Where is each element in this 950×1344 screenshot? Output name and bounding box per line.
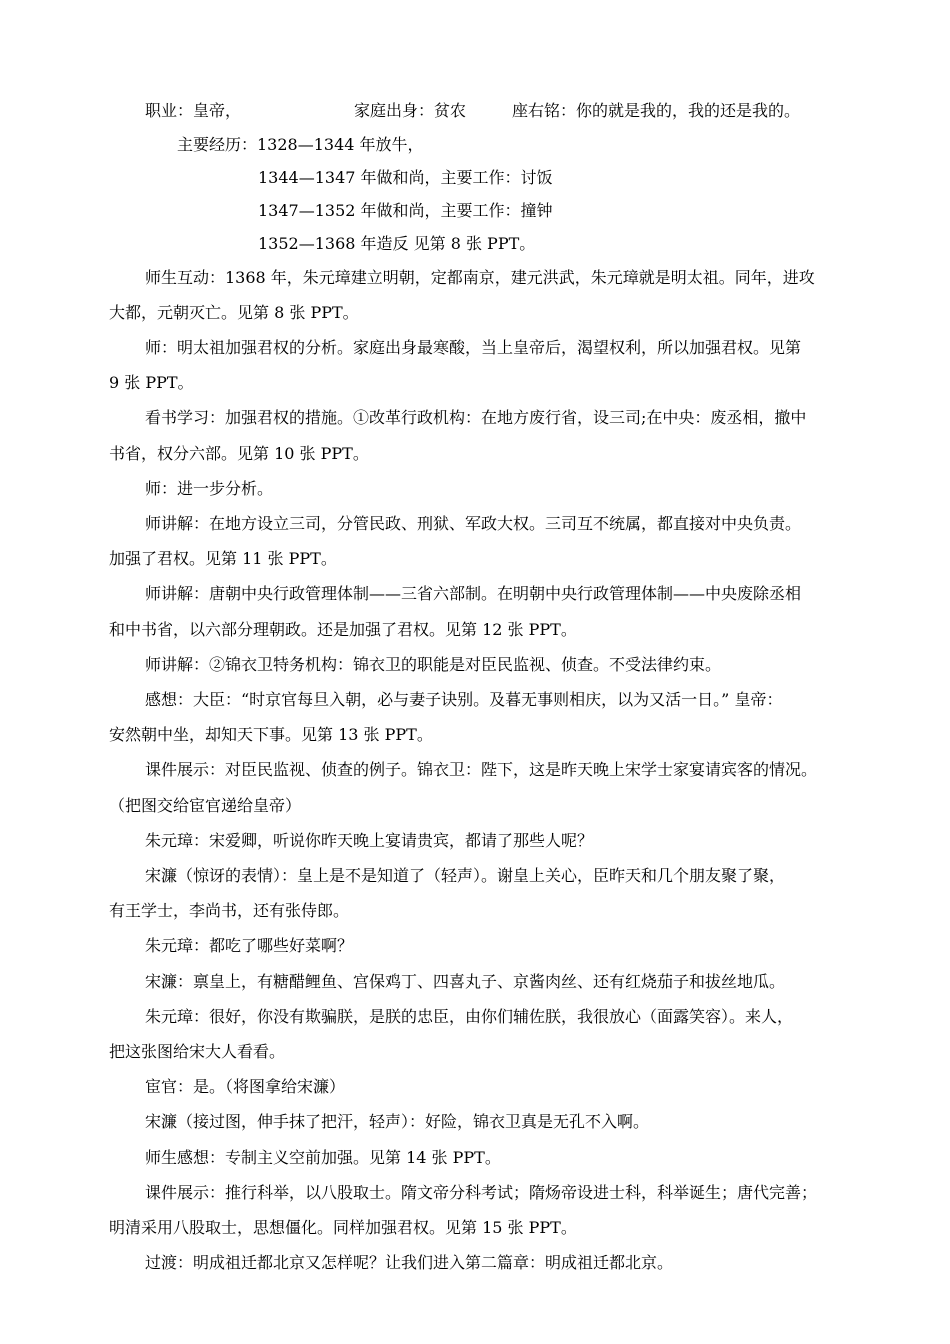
paragraph-line: 看书学习：加强君权的措施。①改革行政机构：在地方废行省，设三司;在中央：废丞相，撤中 — [145, 408, 807, 427]
experience-item: 1344—1347 年做和尚，主要工作：讨饭 — [258, 168, 553, 187]
paragraph-line: 朱元璋：都吃了哪些好菜啊？ — [145, 936, 354, 955]
paragraph-line: 和中书省，以六部分理朝政。还是加强了君权。见第 12 张 PPT。 — [109, 620, 577, 639]
paragraph-line: 大都，元朝灭亡。见第 8 张 PPT。 — [109, 303, 359, 322]
paragraph-line: 课件展示：推行科举，以八股取士。隋文帝分科考试；隋炀帝设进士科，科举诞生；唐代完善； — [145, 1183, 818, 1202]
motto-text: 座右铭：你的就是我的，我的还是我的。 — [512, 101, 801, 120]
paragraph-line: 宋濂：禀皇上，有糖醋鲤鱼、宫保鸡丁、四喜丸子、京酱肉丝、还有红烧茄子和拔丝地瓜。 — [145, 972, 786, 991]
paragraph-line: 朱元璋：很好，你没有欺骗朕，是朕的忠臣，由你们辅佐朕，我很放心（面露笑容）。来人， — [145, 1007, 794, 1026]
paragraph-line: 加强了君权。见第 11 张 PPT。 — [109, 549, 337, 568]
paragraph-line: 过渡：明成祖迁都北京又怎样呢？让我们进入第二篇章：明成祖迁都北京。 — [145, 1253, 674, 1272]
paragraph-line: 有王学士，李尚书，还有张侍郎。 — [109, 901, 350, 920]
experience-item: 1347—1352 年做和尚，主要工作：撞钟 — [258, 201, 553, 220]
paragraph-line: 9 张 PPT。 — [109, 373, 194, 392]
experience-item: 1352—1368 年造反 见第 8 张 PPT。 — [258, 234, 536, 253]
paragraph-line: 朱元璋：宋爱卿，听说你昨天晚上宴请贵宾，都请了那些人呢？ — [145, 831, 594, 850]
paragraph-line: 师：明太祖加强君权的分析。家庭出身最寒酸，当上皇帝后，渴望权利，所以加强君权。见第 — [145, 338, 802, 357]
paragraph-line: 师生感想：专制主义空前加强。见第 14 张 PPT。 — [145, 1148, 501, 1167]
experience-label: 主要经历：1328—1344 年放牛， — [177, 135, 424, 154]
paragraph-line: 宦官：是。（将图拿给宋濂） — [145, 1077, 346, 1096]
paragraph-line: 宋濂（接过图，伸手抹了把汗，轻声）：好险，锦衣卫真是无孔不入啊。 — [145, 1112, 650, 1131]
family-text: 家庭出身：贫农 — [354, 101, 467, 120]
paragraph-line: 宋濂（惊讶的表情）：皇上是不是知道了（轻声）。谢皇上关心，臣昨天和几个朋友聚了聚， — [145, 866, 786, 885]
paragraph-line: 师讲解：在地方设立三司，分管民政、刑狱、军政大权。三司互不统属，都直接对中央负责。 — [145, 514, 802, 533]
paragraph-line: 师：进一步分析。 — [145, 479, 274, 498]
paragraph-line: 课件展示：对臣民监视、侦查的例子。锦衣卫：陛下，这是昨天晚上宋学士家宴请宾客的情况。 — [145, 760, 818, 779]
paragraph-line: 感想：大臣：“时京官每旦入朝，必与妻子诀别。及暮无事则相庆，以为又活一日。” 皇帝： — [145, 690, 783, 709]
paragraph-line: 师生互动：1368 年，朱元璋建立明朝，定都南京，建元洪武，朱元璋就是明太祖。同年，进攻 — [145, 268, 815, 287]
paragraph-line: 明清采用八股取士，思想僵化。同样加强君权。见第 15 张 PPT。 — [109, 1218, 577, 1237]
occupation-text: 职业：皇帝， — [145, 101, 242, 120]
paragraph-line: 安然朝中坐，却知天下事。见第 13 张 PPT。 — [109, 725, 433, 744]
paragraph-line: （把图交给宦官递给皇帝） — [109, 796, 302, 815]
paragraph-line: 师讲解：②锦衣卫特务机构：锦衣卫的职能是对臣民监视、侦查。不受法律约束。 — [145, 655, 722, 674]
paragraph-line: 书省，权分六部。见第 10 张 PPT。 — [109, 444, 369, 463]
paragraph-line: 把这张图给宋大人看看。 — [109, 1042, 286, 1061]
paragraph-line: 师讲解：唐朝中央行政管理体制——三省六部制。在明朝中央行政管理体制——中央废除丞相 — [145, 584, 802, 603]
